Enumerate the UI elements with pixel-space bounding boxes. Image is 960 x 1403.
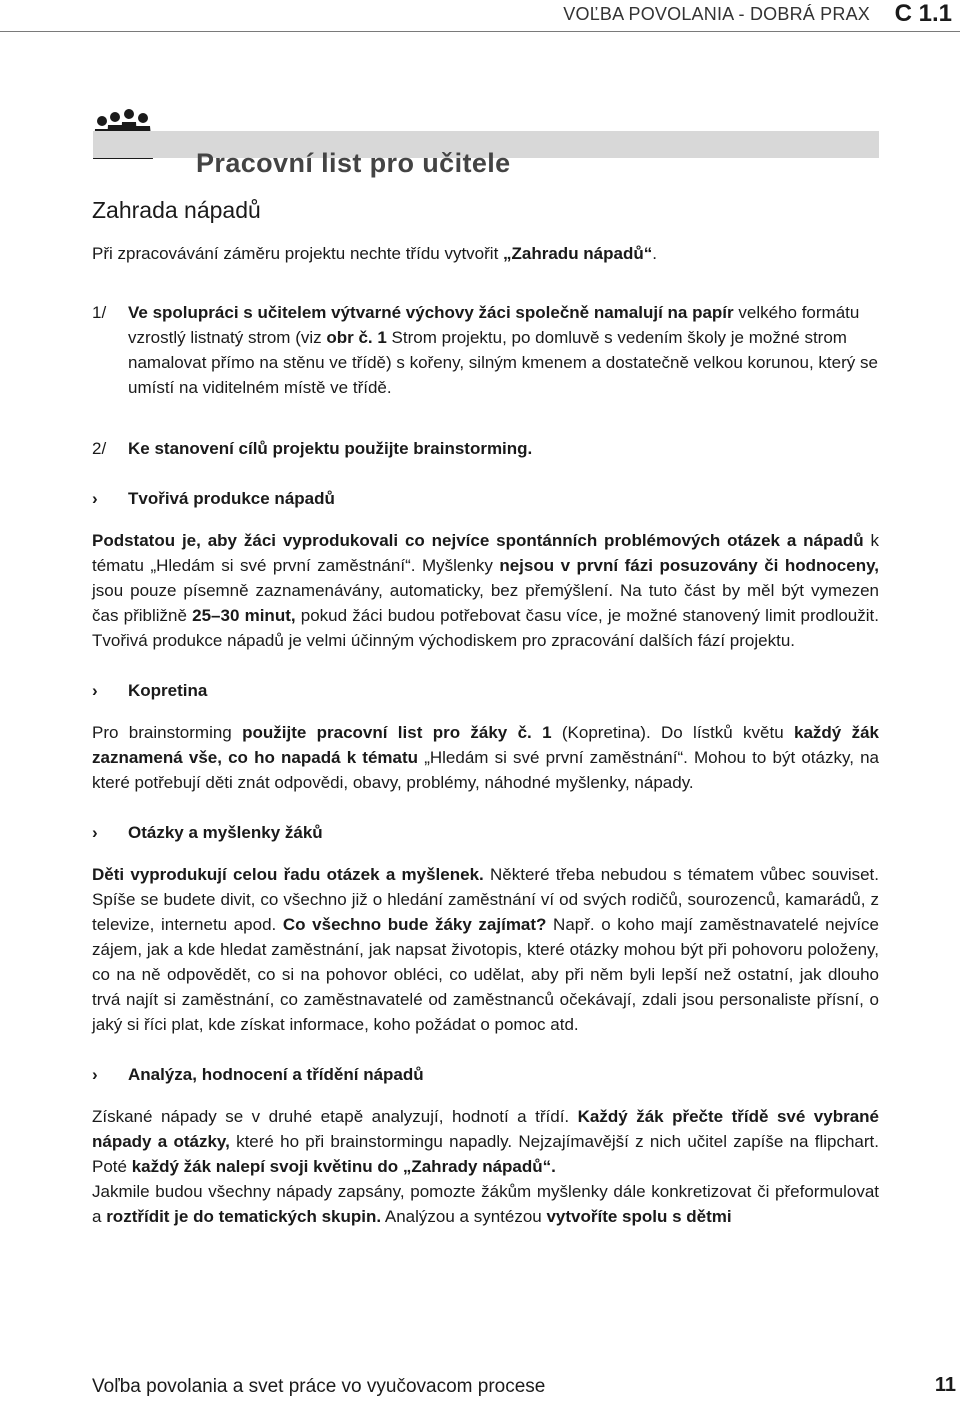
page-number: 11 [934, 1374, 956, 1396]
arrow-icon: › [92, 1065, 98, 1084]
header-title: VOĽBA POVOLANIA - DOBRÁ PRAX [563, 4, 870, 24]
block-text-kopretina: Pro brainstorming použijte pracovní list pro žáky č. 1 (Kopretina). Do lístků květu každý žák zaznamená vše, co ho napadá k tématu „Hledám si své první zaměstnání“. Mohou to být otázky, na které potřebují děti znát odpovědi, obavy, problémy, náhodné myšlenky, nápady. [92, 723, 879, 792]
list-number: 1/ [92, 303, 107, 322]
block-text-otazky: Děti vyprodukují celou řadu otázek a myšlenek. Některé třeba nebudou s tématem vůbec souviset. Spíše se budete divit, co všechno již o hledání zaměstnání ví od svých rodičů, sourozenců, kamarádů, z televize, internetu apod. Co všechno bude žáky zajímat? Např. o koho mají zaměstnavatelé nejvíce zájem, jak a kde hledat zaměstnání, jak napsat životopis, které otázky mohou být při pohovoru položeny, co na ně odpovědět, co si na pohovor obléci, co udělat, aby při něm byli lepší než ostatní, jak dlouho trvá najít si zaměstnání, co zaměstnavatelé od zaměstnanců očekávají, zdali jsou personaliste přísní, o jaký si říci plat, kde získat informace, koho požádat o pomoc atd. [92, 865, 880, 1034]
block-text-analyza: Získané nápady se v druhé etapě analyzují, hodnotí a třídí. Každý žák přečte třídě své vybrané nápady a otázky, které ho při brainstormingu napadly. Nejzajímavější z nich učitel zapíše na flipchart. Poté každý žák nalepí svoji květinu do „Zahrady nápadů“. [92, 1107, 880, 1176]
header-code: C 1.1 [894, 0, 952, 27]
block-heading-kopretina: › Kopretina [92, 678, 879, 703]
block-heading-analyza: › Analýza, hodnocení a třídění nápadů [92, 1062, 879, 1087]
arrow-icon: › [92, 489, 98, 508]
footer-text: Voľba povolania a svet práce vo vyučovacom procese [92, 1376, 546, 1397]
block-text-tvoriva-produkce: Podstatou je, aby žáci vyprodukovali co nejvíce spontánních problémových otázek a nápadů k tématu „Hledám si své první zaměstnání“. Myšlenky nejsou v první fázi posuzovány či hodnoceny, jsou pouze písemně zaznamenávány, automaticky, bez přemýšlení. Na tuto část by měl být vymezen čas přibližně 25–30 minut, pokud žáci budou potřebovat času více, je možné stanovený limit prodloužit. Tvořivá produkce nápadů je velmi účinným východiskem pro zpracování dalších fází projektu. [92, 531, 879, 650]
page-title: Pracovní list pro učitele [196, 148, 511, 179]
header-divider [0, 31, 960, 32]
list-item-2: 2/ Ke stanovení cílů projektu použijte brainstorming. [92, 436, 879, 461]
block-text-analyza-2: Jakmile budou všechny nápady zapsány, pomozte žákům myšlenky dále konkretizovat či přeformulovat a roztřídit je do tematických skupin. Analýzou a syntézou vytvoříte spolu s dětmi [92, 1182, 879, 1226]
block-heading-tvoriva-produkce: › Tvořivá produkce nápadů [92, 486, 879, 511]
block-heading-otazky: › Otázky a myšlenky žáků [92, 820, 879, 845]
arrow-icon: › [92, 681, 98, 700]
list-number: 2/ [92, 439, 107, 458]
list-item-1: 1/ Ve spolupráci s učitelem výtvarné výchovy žáci společně namalují na papír velkého formátu vzrostlý listnatý strom (viz obr č. 1 Strom projektu, po domluvě s vedením školy je možné strom namalovat přímo na stěnu ve třídě) s kořeny, silným kmenem a dostatečně velkou korunou, který se umístí na viditelném místě ve třídě. [92, 300, 879, 400]
content [92, 197, 879, 1229]
section-intro: Při zpracovávání záměru projektu nechte třídu vytvořit „Zahradu nápadů“. [92, 244, 657, 263]
section-heading: Zahrada nápadů [92, 197, 261, 223]
arrow-icon: › [92, 823, 98, 842]
